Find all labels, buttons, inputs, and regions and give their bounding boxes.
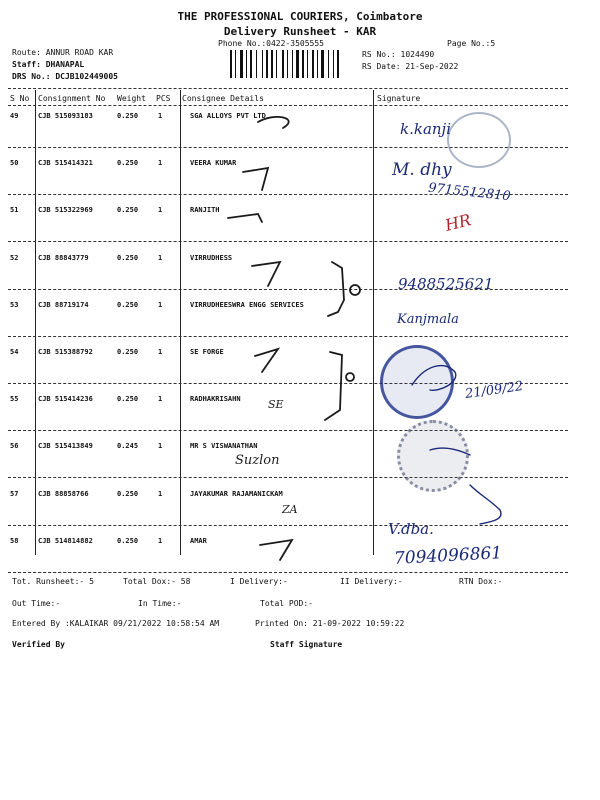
row-weight: 0.250 [117, 537, 139, 545]
row-consignee: VIRRUDHEESWRA ENGG SERVICES [190, 301, 304, 309]
tick-stroke [255, 349, 278, 372]
rtn-dox: RTN Dox:- [459, 577, 503, 586]
signature-50: M. dhy [392, 160, 452, 180]
row-consignment-no: CJB 515388792 [38, 348, 93, 356]
rs-number: RS No.: 1024490 [362, 50, 435, 59]
row-weight: 0.250 [117, 395, 139, 403]
row-sno: 49 [10, 112, 19, 120]
in-time: In Time:- [138, 599, 182, 608]
row-consignee: SGA ALLOYS PVT LTD [190, 112, 266, 120]
row-consignee: AMAR [190, 537, 207, 545]
document-title: Delivery Runsheet - KAR [223, 25, 377, 38]
tick-stroke [258, 117, 289, 128]
row-weight: 0.250 [117, 348, 139, 356]
signature-49: k.kanji [400, 120, 451, 138]
row-consignment-no: CJB 515322969 [38, 206, 93, 214]
row-weight: 0.250 [117, 112, 139, 120]
row-pcs: 1 [158, 206, 163, 214]
se-mark: SE [268, 398, 284, 411]
date-54: 21/09/22 [464, 379, 525, 402]
signature-scrawl [470, 485, 501, 524]
row-consignment-no: CJB 515093183 [38, 112, 93, 120]
bracket-stroke [328, 262, 344, 316]
phone-50: 9715512810 [427, 180, 512, 205]
rs-date: RS Date: 21-Sep-2022 [362, 62, 459, 71]
col-consignment-header: Consignment No [38, 94, 106, 103]
mark-circle [350, 285, 360, 295]
bracket-stroke [325, 352, 342, 420]
row-pcs: 1 [158, 395, 163, 403]
row-sno: 57 [10, 490, 19, 498]
col-signature-header: Signature [377, 94, 421, 103]
row-pcs: 1 [158, 301, 163, 309]
row-consignment-no: CJB 515414236 [38, 395, 93, 403]
row-consignee: VIRRUDHESS [190, 254, 233, 262]
signature-58: V.dba. [388, 520, 434, 538]
row-weight: 0.250 [117, 159, 139, 167]
row-weight: 0.245 [117, 442, 139, 450]
row-consignee: VEERA KUMAR [190, 159, 237, 167]
row-consignee: MR S VISWANATHAN [190, 442, 258, 450]
tick-stroke [243, 168, 268, 190]
staff-label: Staff: DHANAPAL [12, 60, 85, 69]
total-pod: Total POD:- [260, 599, 313, 608]
ii-delivery: II Delivery:- [340, 577, 403, 586]
row-sno: 53 [10, 301, 19, 309]
page-number: Page No.:5 [447, 39, 496, 48]
tick-stroke [252, 262, 280, 286]
row-consignee: RADHAKRISAHN [190, 395, 241, 403]
signature-scrawl [412, 366, 456, 391]
row-pcs: 1 [158, 490, 163, 498]
verified-by: Verified By [12, 640, 65, 649]
company-title: THE PROFESSIONAL COURIERS, Coimbatore [177, 10, 423, 23]
phone-52: 9488525621 [398, 275, 494, 293]
row-consignment-no: CJB 88843779 [38, 254, 89, 262]
col-pcs-header: PCS [156, 94, 171, 103]
row-weight: 0.250 [117, 301, 139, 309]
row-sno: 56 [10, 442, 19, 450]
row-sno: 58 [10, 537, 19, 545]
row-pcs: 1 [158, 537, 163, 545]
row-consignee: RANJITH [190, 206, 220, 214]
total-runsheet: Tot. Runsheet:- 5 [12, 577, 94, 586]
col-weight-header: Weight [117, 94, 146, 103]
row-pcs: 1 [158, 348, 163, 356]
row-consignee: SE FORGE [190, 348, 224, 356]
row-pcs: 1 [158, 159, 163, 167]
row-weight: 0.250 [117, 206, 139, 214]
signature-53: Kanjmala [397, 312, 459, 327]
row-pcs: 1 [158, 254, 163, 262]
divider [8, 572, 568, 573]
row-consignee: JAYAKUMAR RAJAMANICKAM [190, 490, 283, 498]
entered-by: Entered By :KALAIKAR 09/21/2022 10:58:54 AM [12, 619, 220, 628]
drs-number: DRS No.: DCJB102449005 [12, 72, 118, 81]
hr-mark: HR [443, 210, 473, 235]
phone-number: Phone No.:0422-3505555 [218, 39, 324, 48]
row-consignment-no: CJB 515414321 [38, 159, 93, 167]
col-sno-header: S No [10, 94, 30, 103]
out-time: Out Time:- [12, 599, 61, 608]
col-consignee-header: Consignee Details [182, 94, 264, 103]
route-label: Route: ANNUR ROAD KAR [12, 48, 114, 57]
row-pcs: 1 [158, 442, 163, 450]
signature-scrawl [430, 448, 470, 455]
row-consignment-no: CJB 515413849 [38, 442, 93, 450]
row-sno: 52 [10, 254, 19, 262]
row-consignment-no: CJB 514814882 [38, 537, 93, 545]
mark-circle [346, 373, 354, 381]
phone-58: 7094096861 [393, 543, 503, 569]
suzlon-mark: Suzlon [235, 453, 280, 468]
row-pcs: 1 [158, 112, 163, 120]
total-dox: Total Dox:- 58 [123, 577, 191, 586]
row-weight: 0.250 [117, 254, 139, 262]
row-sno: 54 [10, 348, 19, 356]
i-delivery: I Delivery:- [230, 577, 288, 586]
tick-stroke [260, 540, 292, 560]
row-sno: 51 [10, 206, 19, 214]
row-sno: 50 [10, 159, 19, 167]
staff-signature: Staff Signature [270, 640, 343, 649]
printed-on: Printed On: 21-09-2022 10:59:22 [255, 619, 405, 628]
row-consignment-no: CJB 88719174 [38, 301, 89, 309]
tick-stroke [228, 214, 262, 222]
row-weight: 0.250 [117, 490, 139, 498]
za-mark: ZA [282, 503, 298, 516]
row-consignment-no: CJB 88858766 [38, 490, 89, 498]
row-sno: 55 [10, 395, 19, 403]
